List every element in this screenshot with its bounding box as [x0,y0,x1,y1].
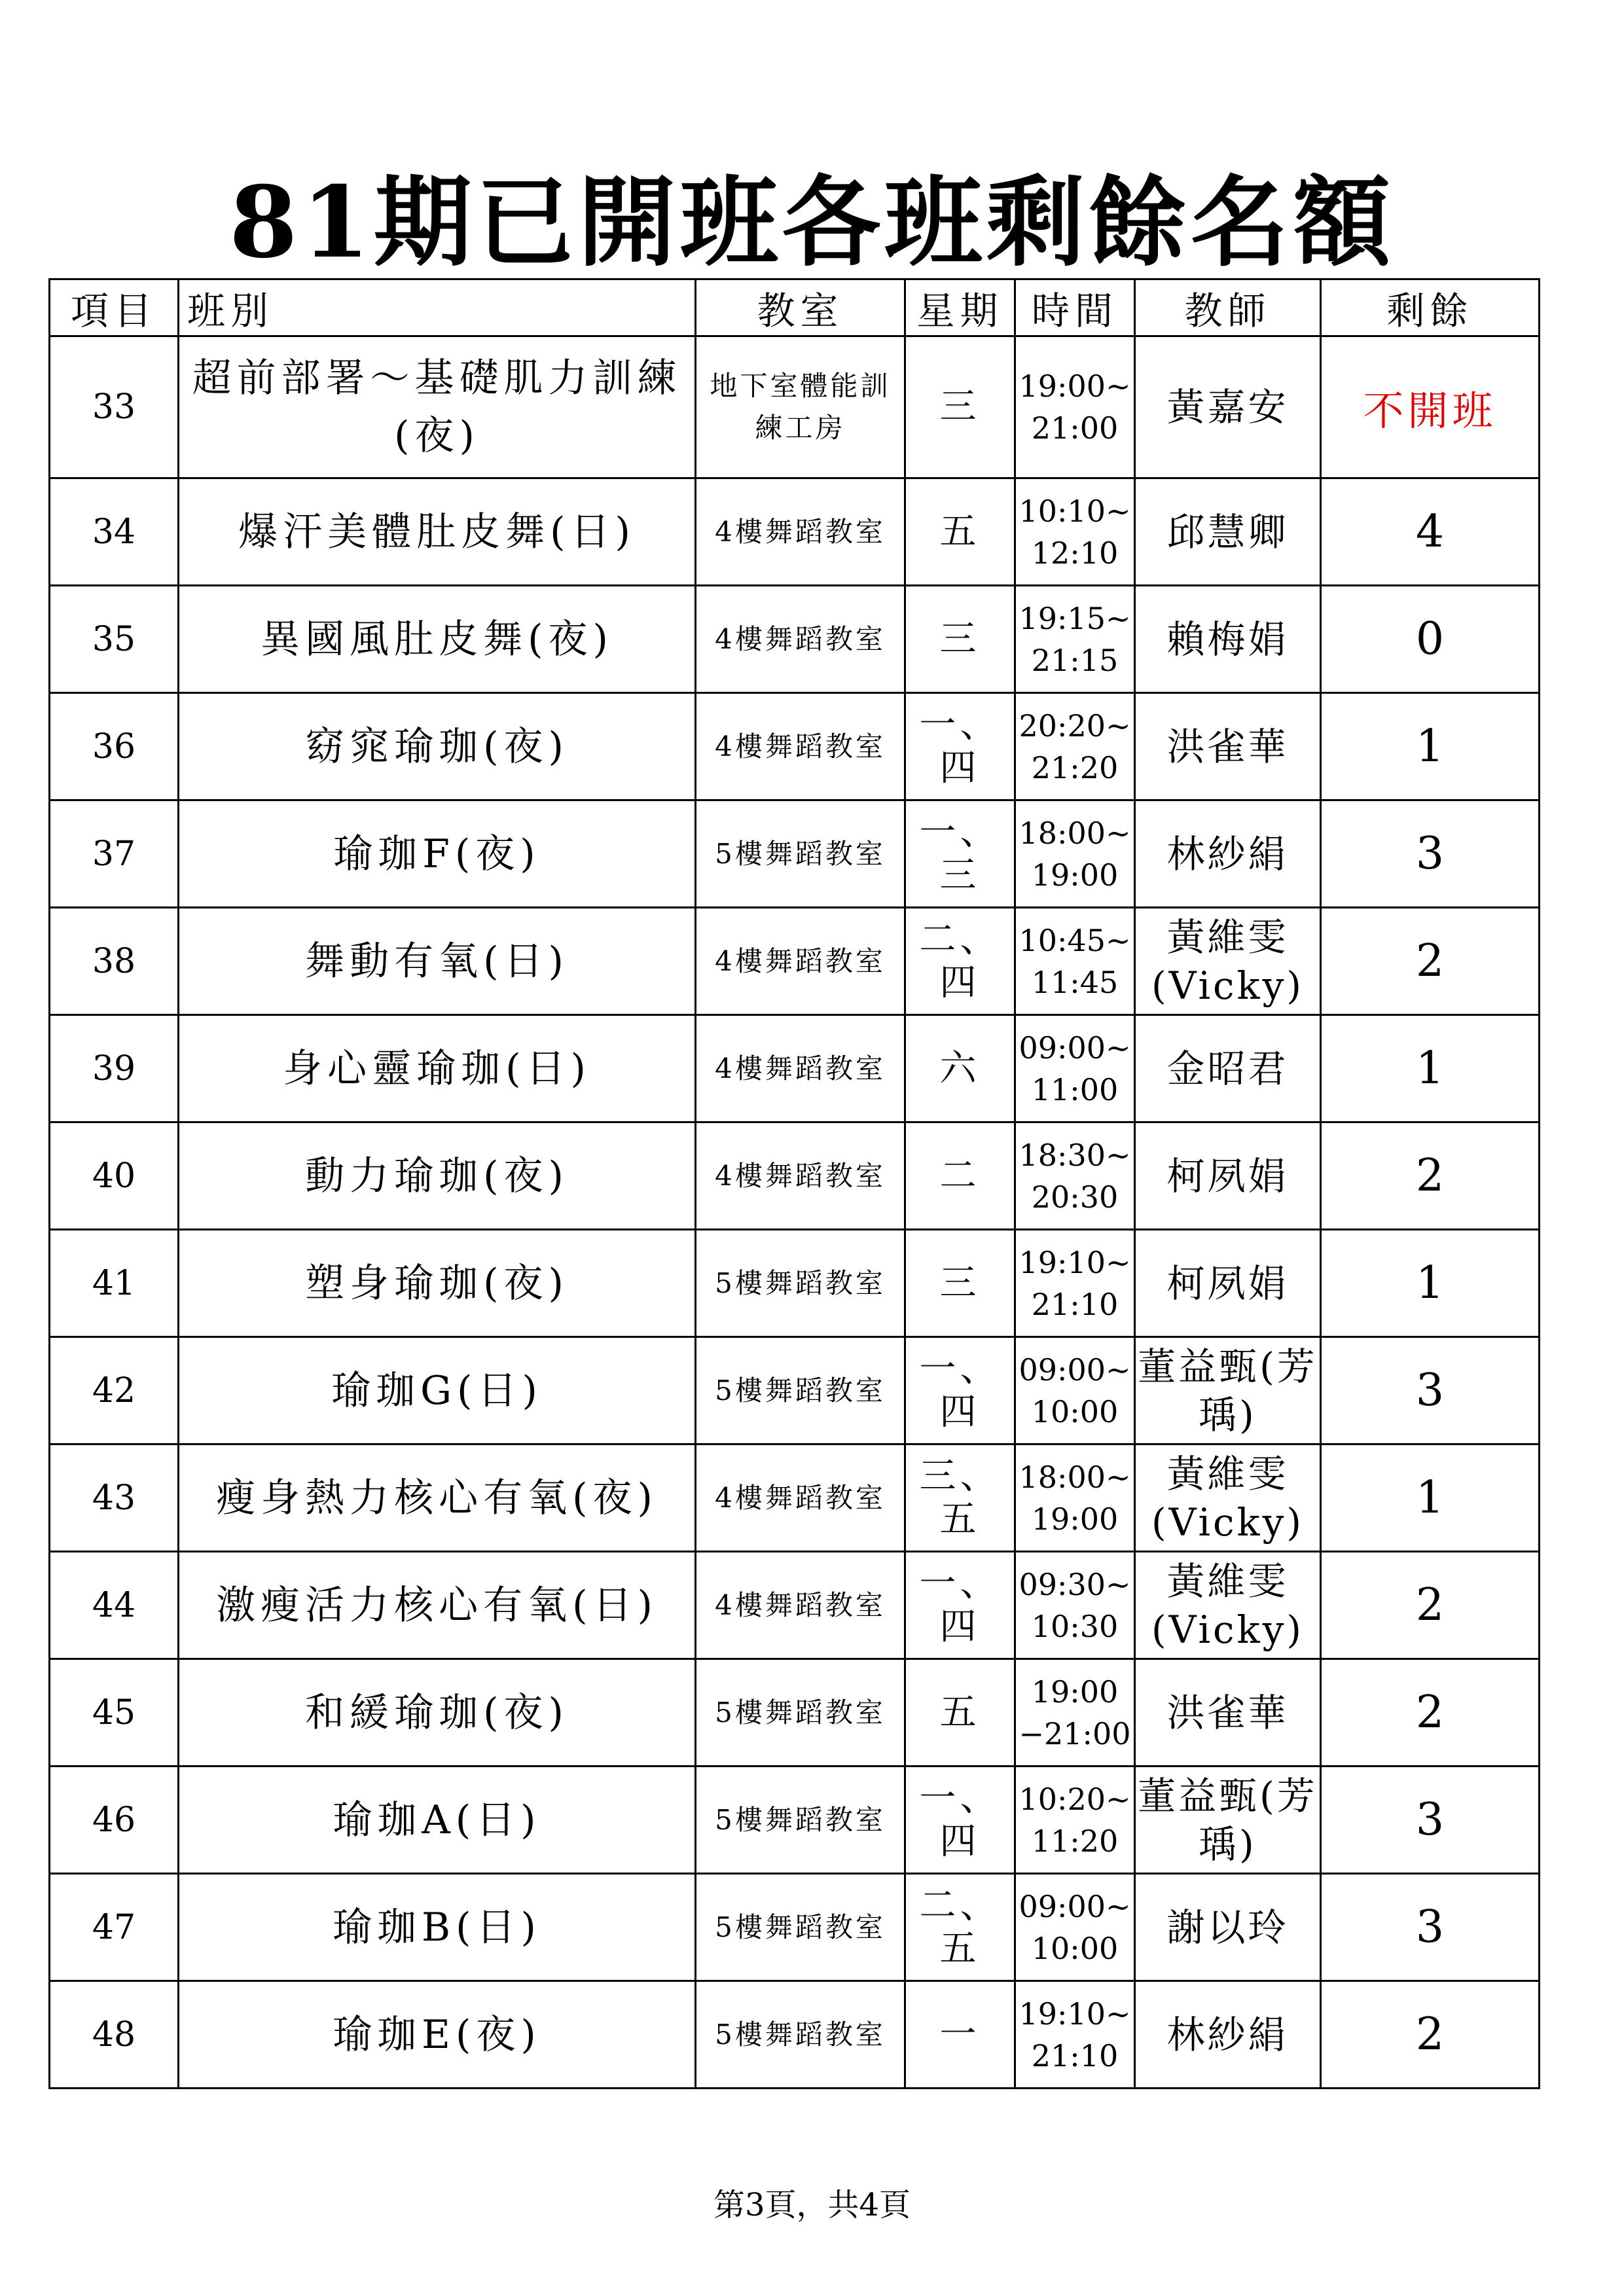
class-name-cell: 身心靈瑜珈(日) [179,1015,696,1122]
time-cell: 18:30~20:30 [1015,1122,1135,1230]
table-row [50,1767,1540,1874]
classroom-cell: 5樓舞蹈教室 [696,1230,905,1337]
item-cell: 42 [50,1337,179,1444]
weekday-cell: 二、四 [905,908,1015,1015]
remaining-cell: 2 [1321,1552,1540,1659]
classroom-cell: 4樓舞蹈教室 [696,1444,905,1552]
item-cell: 46 [50,1767,179,1874]
page-footer: 第3頁，共4頁 [713,2187,911,2223]
header-item: 項目 [50,279,179,336]
item-cell: 48 [50,1981,179,2089]
classroom-cell: 5樓舞蹈教室 [696,1659,905,1767]
classroom-cell: 4樓舞蹈教室 [696,908,905,1015]
table-row [50,693,1540,800]
teacher-cell: 董益甄(芳瑀) [1135,1337,1321,1444]
table-row [50,1122,1540,1230]
class-name-cell: 窈窕瑜珈(夜) [179,693,696,800]
teacher-cell: 柯夙娟 [1135,1230,1321,1337]
header-row [50,279,1540,336]
time-cell: 20:20~21:20 [1015,693,1135,800]
teacher-cell: 黃嘉安 [1135,336,1321,478]
classroom-cell: 5樓舞蹈教室 [696,1337,905,1444]
header-teacher: 教師 [1135,279,1321,336]
remaining-cell: 2 [1321,1659,1540,1767]
class-name-cell: 瑜珈B(日) [179,1874,696,1981]
teacher-cell: 柯夙娟 [1135,1122,1321,1230]
class-name-cell: 超前部署～基礎肌力訓練(夜) [179,336,696,478]
teacher-cell: 黃維雯(Vicky) [1135,1444,1321,1552]
teacher-cell: 邱慧卿 [1135,478,1321,586]
teacher-cell: 黃維雯(Vicky) [1135,908,1321,1015]
table-row [50,1337,1540,1444]
table-row [50,1444,1540,1552]
table-row [50,586,1540,693]
class-name-cell: 異國風肚皮舞(夜) [179,586,696,693]
time-cell: 19:00−21:00 [1015,1659,1135,1767]
time-cell: 09:00~10:00 [1015,1874,1135,1981]
weekday-cell: 一、三 [905,800,1015,908]
item-cell: 36 [50,693,179,800]
weekday-cell: 一、四 [905,1337,1015,1444]
weekday-cell: 六 [905,1015,1015,1122]
table-row [50,1230,1540,1337]
classroom-cell: 地下室體能訓練工房 [696,336,905,478]
item-cell: 37 [50,800,179,908]
teacher-cell: 洪雀華 [1135,1659,1321,1767]
table-row [50,478,1540,586]
weekday-cell: 二 [905,1122,1015,1230]
weekday-cell: 三、五 [905,1444,1015,1552]
weekday-cell: 一、四 [905,693,1015,800]
time-cell: 19:15~21:15 [1015,586,1135,693]
classroom-cell: 5樓舞蹈教室 [696,800,905,908]
class-name-cell: 舞動有氧(日) [179,908,696,1015]
teacher-cell: 林紗絹 [1135,800,1321,908]
time-cell: 09:00~11:00 [1015,1015,1135,1122]
remaining-cell: 1 [1321,693,1540,800]
table-row [50,908,1540,1015]
classroom-cell: 4樓舞蹈教室 [696,1552,905,1659]
class-name-cell: 和緩瑜珈(夜) [179,1659,696,1767]
weekday-cell: 二、五 [905,1874,1015,1981]
class-name-cell: 瘦身熱力核心有氧(夜) [179,1444,696,1552]
item-cell: 39 [50,1015,179,1122]
remaining-cell: 2 [1321,1981,1540,2089]
teacher-cell: 董益甄(芳瑀) [1135,1767,1321,1874]
header-time: 時間 [1015,279,1135,336]
item-cell: 38 [50,908,179,1015]
classroom-cell: 4樓舞蹈教室 [696,478,905,586]
class-table [48,278,1540,2089]
remaining-cell: 1 [1321,1230,1540,1337]
class-name-cell: 瑜珈E(夜) [179,1981,696,2089]
item-cell: 44 [50,1552,179,1659]
time-cell: 10:20~11:20 [1015,1767,1135,1874]
header-room: 教室 [696,279,905,336]
table-row [50,1874,1540,1981]
item-cell: 40 [50,1122,179,1230]
teacher-cell: 洪雀華 [1135,693,1321,800]
weekday-cell: 五 [905,478,1015,586]
time-cell: 19:10~21:10 [1015,1230,1135,1337]
remaining-cell: 4 [1321,478,1540,586]
classroom-cell: 5樓舞蹈教室 [696,1981,905,2089]
remaining-cell: 3 [1321,1767,1540,1874]
header-day: 星期 [905,279,1015,336]
remaining-cell: 0 [1321,586,1540,693]
item-cell: 41 [50,1230,179,1337]
weekday-cell: 一 [905,1981,1015,2089]
time-cell: 09:30~10:30 [1015,1552,1135,1659]
table-row [50,1552,1540,1659]
class-name-cell: 塑身瑜珈(夜) [179,1230,696,1337]
header-name: 班別 [179,279,696,336]
weekday-cell: 五 [905,1659,1015,1767]
weekday-cell: 三 [905,336,1015,478]
class-name-cell: 瑜珈A(日) [179,1767,696,1874]
remaining-cell: 3 [1321,1874,1540,1981]
item-cell: 35 [50,586,179,693]
item-cell: 45 [50,1659,179,1767]
remaining-cell: 2 [1321,1122,1540,1230]
class-name-cell: 瑜珈F(夜) [179,800,696,908]
weekday-cell: 三 [905,1230,1015,1337]
page-title: 81期已開班各班剩餘名額 [229,165,1395,280]
teacher-cell: 黃維雯(Vicky) [1135,1552,1321,1659]
teacher-cell: 謝以玲 [1135,1874,1321,1981]
time-cell: 19:10~21:10 [1015,1981,1135,2089]
classroom-cell: 4樓舞蹈教室 [696,1015,905,1122]
header-remain: 剩餘 [1321,279,1540,336]
time-cell: 19:00~21:00 [1015,336,1135,478]
table-row [50,1659,1540,1767]
remaining-cell: 1 [1321,1015,1540,1122]
table-row [50,800,1540,908]
item-cell: 47 [50,1874,179,1981]
time-cell: 18:00~19:00 [1015,800,1135,908]
class-name-cell: 爆汗美體肚皮舞(日) [179,478,696,586]
classroom-cell: 5樓舞蹈教室 [696,1874,905,1981]
classroom-cell: 4樓舞蹈教室 [696,693,905,800]
teacher-cell: 賴梅娟 [1135,586,1321,693]
classroom-cell: 4樓舞蹈教室 [696,586,905,693]
item-cell: 34 [50,478,179,586]
time-cell: 09:00~10:00 [1015,1337,1135,1444]
classroom-cell: 4樓舞蹈教室 [696,1122,905,1230]
time-cell: 10:10~12:10 [1015,478,1135,586]
classroom-cell: 5樓舞蹈教室 [696,1767,905,1874]
weekday-cell: 一、四 [905,1767,1015,1874]
class-name-cell: 激瘦活力核心有氧(日) [179,1552,696,1659]
remaining-cell: 2 [1321,908,1540,1015]
class-name-cell: 瑜珈G(日) [179,1337,696,1444]
weekday-cell: 三 [905,586,1015,693]
item-cell: 43 [50,1444,179,1552]
table-row [50,1015,1540,1122]
remaining-cell: 1 [1321,1444,1540,1552]
teacher-cell: 金昭君 [1135,1015,1321,1122]
remaining-cell: 3 [1321,1337,1540,1444]
time-cell: 18:00~19:00 [1015,1444,1135,1552]
remaining-cell: 3 [1321,800,1540,908]
weekday-cell: 一、四 [905,1552,1015,1659]
item-cell: 33 [50,336,179,478]
time-cell: 10:45~11:45 [1015,908,1135,1015]
table-row [50,1981,1540,2089]
class-name-cell: 動力瑜珈(夜) [179,1122,696,1230]
teacher-cell: 林紗絹 [1135,1981,1321,2089]
table-row [50,336,1540,478]
remaining-cell: 不開班 [1321,336,1540,478]
